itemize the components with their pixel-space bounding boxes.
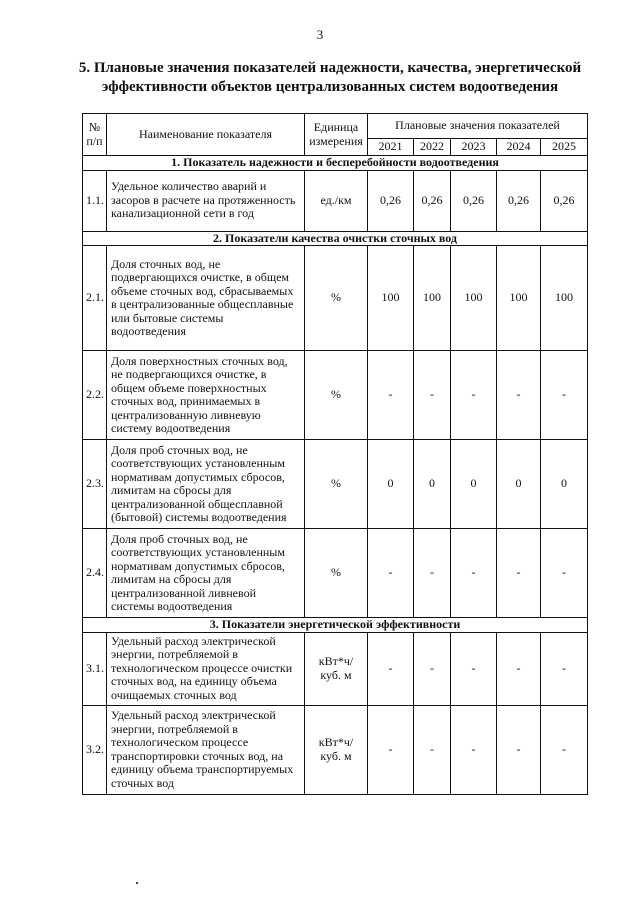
row-value: -: [368, 632, 414, 705]
scan-dot: [136, 882, 138, 884]
row-value: 100: [541, 246, 588, 351]
header-planned: Плановые значения показателей: [368, 114, 588, 139]
row-value: -: [451, 632, 497, 705]
header-name: Наименование показателя: [107, 114, 305, 156]
row-value: -: [368, 351, 414, 440]
row-name: Удельное количество аварий и засоров в расчете на протяженность канализационной сети в год: [107, 170, 305, 231]
row-name: Доля проб сточных вод, не соответствующих установленным нормативам допустимых сбросов, лимитам на сбросы для централизованной ливневой системы водоотведения: [107, 529, 305, 618]
row-unit: ед./км: [305, 170, 368, 231]
row-unit: %: [305, 246, 368, 351]
row-name: Доля проб сточных вод, не соответствующих установленным нормативам допустимых сбросов, лимитам на сбросы для централизованной общесплавной (бытовой) системы водоотведения: [107, 440, 305, 529]
header-year: 2022: [414, 139, 451, 156]
row-value: -: [414, 351, 451, 440]
row-value: -: [497, 529, 541, 618]
row-value: 0,26: [451, 170, 497, 231]
table-row: [83, 440, 588, 529]
row-value: 100: [414, 246, 451, 351]
row-unit: %: [305, 529, 368, 618]
row-name: Удельный расход электрической энергии, потребляемой в технологическом процессе транспортировки сточных вод, на единицу объема транспортируемых сточных вод: [107, 705, 305, 794]
row-value: 0,26: [541, 170, 588, 231]
row-num: 3.2.: [83, 705, 107, 794]
row-value: 0: [541, 440, 588, 529]
row-value: -: [497, 632, 541, 705]
row-value: 0: [414, 440, 451, 529]
row-num: 3.1.: [83, 632, 107, 705]
row-unit: кВт*ч/ куб. м: [305, 705, 368, 794]
table-row: [83, 246, 588, 351]
row-value: -: [368, 529, 414, 618]
indicators-table: [82, 113, 588, 795]
row-num: 1.1.: [83, 170, 107, 231]
row-value: 0,26: [368, 170, 414, 231]
header-num: № п/п: [83, 114, 107, 156]
row-value: -: [497, 705, 541, 794]
row-name: Удельный расход электрической энергии, потребляемой в технологическом процессе очистки сточных вод, на единицу объема очищаемых сточных вод: [107, 632, 305, 705]
table-row: [83, 170, 588, 231]
row-value: -: [451, 351, 497, 440]
row-value: 100: [451, 246, 497, 351]
page-number: 3: [316, 27, 324, 42]
header-year: 2021: [368, 139, 414, 156]
row-name: Доля сточных вод, не подвергающихся очистке, в общем объеме сточных вод, сбрасываемых в централизованные общесплавные или бытовые системы водоотведения: [107, 246, 305, 351]
row-value: -: [451, 705, 497, 794]
row-value: -: [368, 705, 414, 794]
table-row: [83, 529, 588, 618]
row-value: 100: [368, 246, 414, 351]
table-row: [83, 705, 588, 794]
row-value: -: [414, 632, 451, 705]
row-unit: %: [305, 351, 368, 440]
row-value: -: [414, 529, 451, 618]
table-row: [83, 351, 588, 440]
row-value: -: [497, 351, 541, 440]
row-value: 0,26: [414, 170, 451, 231]
row-value: 0: [497, 440, 541, 529]
section-title: 5. Плановые значения показателей надежности, качества, энергетической эффективности объектов централизованных систем водоотведения: [78, 60, 582, 95]
row-num: 2.1.: [83, 246, 107, 351]
row-value: 0,26: [497, 170, 541, 231]
header-row: [83, 114, 588, 139]
row-num: 2.3.: [83, 440, 107, 529]
section-row: [83, 231, 588, 246]
row-value: -: [541, 632, 588, 705]
header-year: 2025: [541, 139, 588, 156]
row-value: 0: [368, 440, 414, 529]
section-title-cell: 1. Показатель надежности и бесперебойности водоотведения: [83, 156, 588, 171]
header-unit: Единица измерения: [305, 114, 368, 156]
row-num: 2.2.: [83, 351, 107, 440]
row-value: -: [541, 529, 588, 618]
header-year: 2024: [497, 139, 541, 156]
row-value: -: [541, 351, 588, 440]
section-title-cell: 3. Показатели энергетической эффективности: [83, 618, 588, 633]
section-row: [83, 618, 588, 633]
row-unit: %: [305, 440, 368, 529]
row-value: -: [451, 529, 497, 618]
section-row: [83, 156, 588, 171]
row-value: -: [541, 705, 588, 794]
row-value: 100: [497, 246, 541, 351]
row-value: 0: [451, 440, 497, 529]
section-title-cell: 2. Показатели качества очистки сточных вод: [83, 231, 588, 246]
table-row: [83, 632, 588, 705]
row-num: 2.4.: [83, 529, 107, 618]
row-unit: кВт*ч/ куб. м: [305, 632, 368, 705]
row-value: -: [414, 705, 451, 794]
row-name: Доля поверхностных сточных вод, не подвергающихся очистке, в общем объеме поверхностных сточных вод, принимаемых в централизованную ливневую систему водоотведения: [107, 351, 305, 440]
header-year: 2023: [451, 139, 497, 156]
